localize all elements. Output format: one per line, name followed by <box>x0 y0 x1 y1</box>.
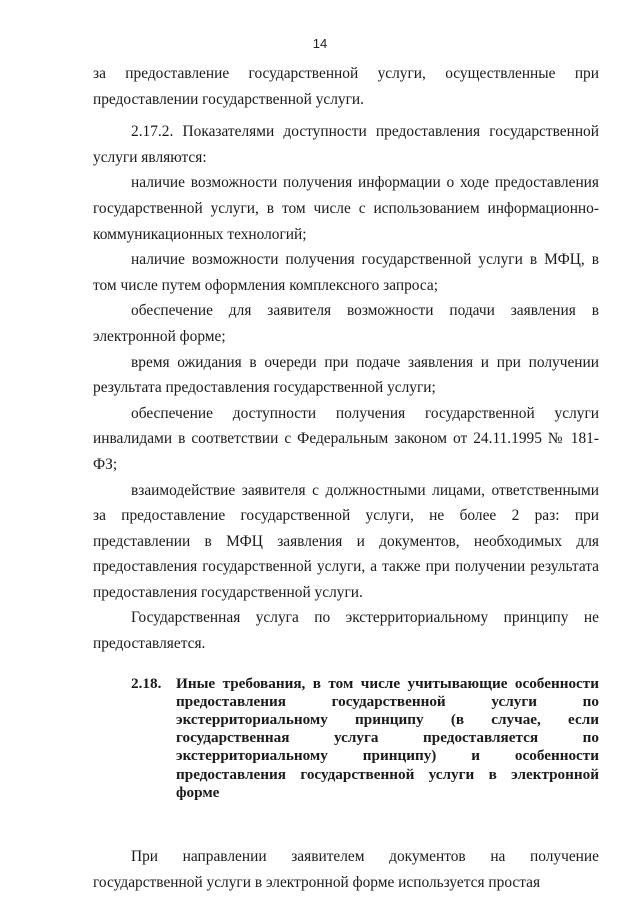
page-content <box>93 61 599 895</box>
list-item-interaction: взаимодействие заявителя с должностными лицами, ответственными за предоставление государственной услуги, не более 2 раз: при представлении в МФЦ заявления и документов, необходимых для предоставления государственной услуги, а также при получении результата предоставления государственной услуги. <box>93 481 599 601</box>
list-item-info: наличие возможности получения информации о ходе предоставления государственной услуги, в том числе с использованием информационно-коммуникационных технологий; <box>93 174 599 243</box>
section-title: Иные требования, в том числе учитывающие особенности предоставления государственной услуги по экстерриториальному принципу (в случае, если государственная услуга предоставляется по экстерриториальному принципу) и особенности предоставления государственной услуги в электронной форме <box>176 674 599 801</box>
section-heading-2-18 <box>93 675 599 802</box>
paragraph-extraterritorial: Государственная услуга по экстерриториальному принципу не предоставляется. <box>93 609 599 653</box>
section-number: 2.18. <box>131 674 162 692</box>
list-item-waiting: время ожидания в очереди при подаче заявления и при получении результата предоставления государственной услуги; <box>93 353 599 397</box>
paragraph-continued: за предоставление государственной услуги, осуществленные при предоставлении государственной услуги. <box>93 65 599 108</box>
paragraph-last: При направлении заявителем документов на получение государственной услуги в электронной форме используется простая <box>93 848 599 891</box>
list-item-disabled: обеспечение доступности получения государственной услуги инвалидами в соответствии с Федеральным законом от 24.11.1995 № 181-ФЗ; <box>93 404 599 473</box>
paragraph-2-17-2: 2.17.2. Показателями доступности предоставления государственной услуги являются: <box>93 123 599 166</box>
page-number: 14 <box>312 36 328 51</box>
list-item-electronic: обеспечение для заявителя возможности подачи заявления в электронной форме; <box>93 302 599 345</box>
list-item-mfc: наличие возможности получения государственной услуги в МФЦ, в том числе путем оформления комплексного запроса; <box>93 251 599 294</box>
